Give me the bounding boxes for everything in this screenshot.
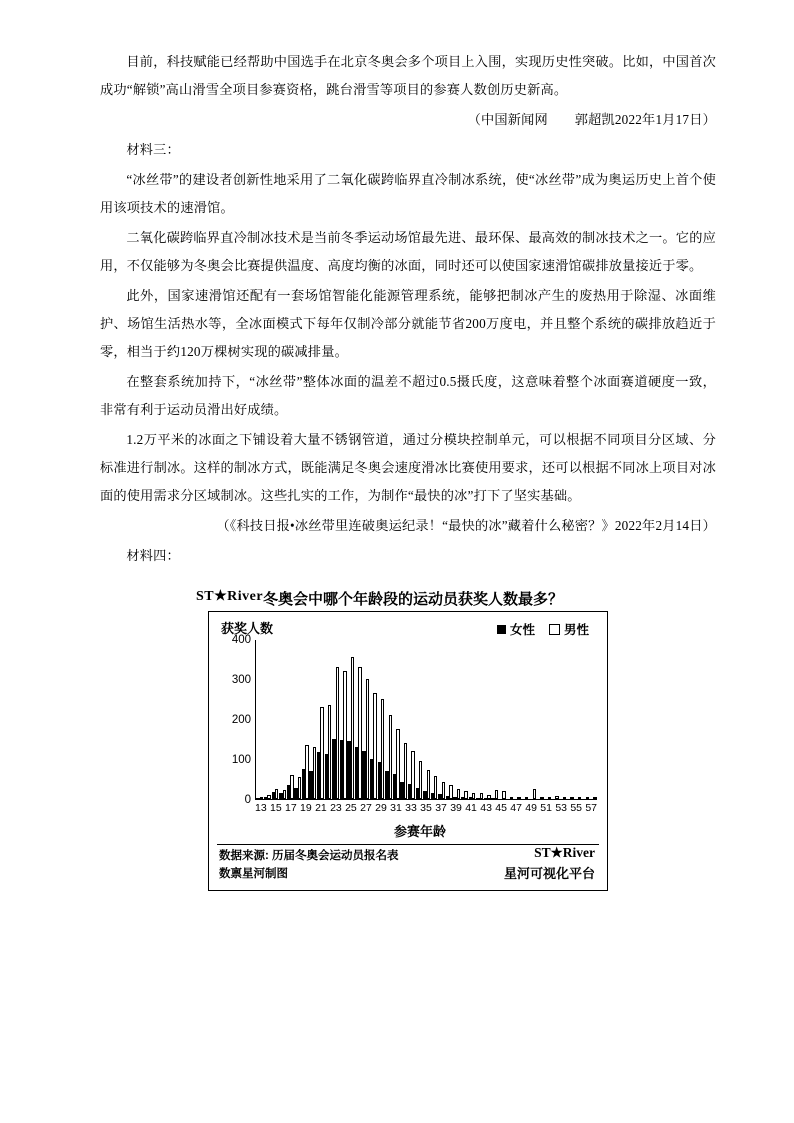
x-tick: 19	[300, 802, 312, 814]
paragraph-3: 二氧化碳跨临界直冷制冰技术是当前冬季运动场馆最先进、最环保、最高效的制冰技术之一。它的应用，不仅能够为冬奥会比赛提供温度、高度均衡的冰面，同时还可以使国家速滑馆碳排放量接近于零。	[100, 230, 716, 273]
bar-group	[589, 639, 597, 799]
bar-group	[423, 639, 431, 799]
x-tick: 43	[480, 802, 492, 814]
bar-group	[559, 639, 567, 799]
y-tick-300: 300	[231, 674, 251, 686]
bar-group	[445, 639, 453, 799]
bar-group	[453, 639, 461, 799]
paragraph-4: 此外，国家速滑馆还配有一套场馆智能化能源管理系统，能够把制冰产生的废热用于除湿、冰面维护、场馆生活热水等，全冰面模式下每年仅制冷部分就能节省200万度电，并且整个系统的碳排放趋近于零，相当于约120万棵树实现的碳减排量。	[100, 288, 716, 359]
chart-container	[208, 611, 608, 891]
bar-group	[529, 639, 537, 799]
legend-label-male: 男性	[563, 623, 589, 637]
paragraph-1: 目前，科技赋能已经帮助中国选手在北京冬奥会多个项目上入围，实现历史性突破。比如，中国首次成功“解锁”高山滑雪全项目参赛资格，跳台滑雪等项目的参赛人数创历史新高。	[100, 54, 716, 97]
bar-group	[483, 639, 491, 799]
section-heading-material-four: 材料四：	[126, 548, 180, 563]
x-tick: 41	[465, 802, 477, 814]
bar-group	[317, 639, 325, 799]
bar-group	[370, 639, 378, 799]
x-axis-tick-labels	[255, 802, 597, 814]
chart-axes	[255, 640, 597, 800]
y-tick-400: 400	[231, 634, 251, 646]
y-axis-title: 获奖人数	[221, 621, 274, 636]
chart-legend	[497, 620, 589, 638]
bar-group	[544, 639, 552, 799]
bar-group	[286, 639, 294, 799]
bar-group	[362, 639, 370, 799]
x-tick: 25	[345, 802, 357, 814]
bar-group	[461, 639, 469, 799]
bar-group	[385, 639, 393, 799]
bar-group	[476, 639, 484, 799]
paragraph-6: 1.2万平米的冰面之下铺设着大量不锈钢管道，通过分模块控制单元，可以根据不同项目分区域、分标准进行制冰。这样的制冰方式，既能满足冬奥会速度滑冰比赛使用要求，还可以根据不同冰上项目对冰面的使用需求分区域制冰。这些扎实的工作，为制作“最快的冰”打下了坚实基础。	[100, 432, 716, 503]
chart-header	[217, 618, 599, 640]
paragraph-2: “冰丝带”的建设者创新性地采用了二氧化碳跨临界直冷制冰系统，使“冰丝带”成为奥运历史上首个使用该项技术的速滑馆。	[100, 172, 716, 215]
x-tick: 47	[510, 802, 522, 814]
paragraph-5: 在整套系统加持下，“冰丝带”整体冰面的温差不超过0.5摄氏度，这意味着整个冰面赛道硬度一致，非常有利于运动员滑出好成绩。	[100, 374, 716, 417]
x-tick: 53	[555, 802, 567, 814]
bar-male	[593, 797, 596, 799]
legend-label-female: 女性	[509, 623, 535, 637]
bar-group	[309, 639, 317, 799]
bar-group	[536, 639, 544, 799]
x-tick: 35	[420, 802, 432, 814]
x-tick: 51	[540, 802, 552, 814]
y-tick-0: 0	[244, 794, 251, 806]
source-citation-2: （《科技日报•冰丝带里连破奥运纪录！“最快的冰”藏着什么秘密？》2022年2月14日）	[216, 518, 716, 533]
section-heading-material-three: 材料三：	[126, 142, 180, 157]
bar-group	[514, 639, 522, 799]
bar-group	[491, 639, 499, 799]
bar-group	[567, 639, 575, 799]
y-tick-200: 200	[231, 714, 251, 726]
bar-group	[582, 639, 590, 799]
x-tick: 33	[405, 802, 417, 814]
x-tick: 49	[525, 802, 537, 814]
x-tick: 39	[450, 802, 462, 814]
x-tick: 37	[435, 802, 447, 814]
bar-group	[301, 639, 309, 799]
bar-group	[377, 639, 385, 799]
bar-group	[521, 639, 529, 799]
brand-label-footer: ST★River	[534, 845, 595, 860]
legend-swatch-male-icon	[549, 624, 560, 635]
bar-group	[430, 639, 438, 799]
bar-group	[408, 639, 416, 799]
bar-group	[294, 639, 302, 799]
y-tick-100: 100	[231, 754, 251, 766]
bar-group	[332, 639, 340, 799]
bar-group	[279, 639, 287, 799]
x-tick: 17	[285, 802, 297, 814]
bar-group	[400, 639, 408, 799]
x-tick: 45	[495, 802, 507, 814]
x-tick: 55	[570, 802, 583, 814]
legend-swatch-female-icon	[497, 625, 506, 634]
x-tick: 57	[585, 802, 598, 814]
bar-group	[256, 639, 264, 799]
legend-item-female	[497, 620, 535, 638]
brand-label-top: ST★River	[196, 589, 264, 604]
x-tick: 13	[255, 802, 267, 814]
bar-group	[339, 639, 347, 799]
chart-plot-area	[219, 634, 599, 820]
chart-maker-label: 数禀星河制图	[219, 868, 288, 880]
brand-platform-label: 星河可视化平台	[503, 866, 595, 881]
bar-group	[347, 639, 355, 799]
x-tick: 21	[315, 802, 327, 814]
bar-group	[506, 639, 514, 799]
y-axis-tick-labels	[219, 634, 253, 806]
chart-source-label: 数据来源: 历届冬奥会运动员报名表	[219, 850, 399, 862]
source-citation-1: （中国新闻网 郭超凯2022年1月17日）	[467, 112, 716, 127]
bar-group	[271, 639, 279, 799]
bar-group	[552, 639, 560, 799]
bar-group	[415, 639, 423, 799]
bar-group	[264, 639, 272, 799]
bar-group	[574, 639, 582, 799]
legend-item-male	[549, 620, 589, 638]
x-tick: 29	[375, 802, 387, 814]
bar-group	[324, 639, 332, 799]
bar-group	[355, 639, 363, 799]
chart-title: 冬奥会中哪个年龄段的运动员获奖人数最多？	[262, 591, 563, 608]
x-tick: 31	[390, 802, 402, 814]
chart-bars	[256, 639, 597, 799]
bar-group	[468, 639, 476, 799]
x-axis-title: 参赛年龄	[393, 824, 446, 839]
chart-footer	[217, 844, 599, 886]
x-tick: 23	[330, 802, 342, 814]
x-tick: 27	[360, 802, 372, 814]
chart-figure	[100, 588, 716, 891]
bar-group	[392, 639, 400, 799]
bar-group	[438, 639, 446, 799]
bar-group	[499, 639, 507, 799]
x-tick: 15	[270, 802, 282, 814]
